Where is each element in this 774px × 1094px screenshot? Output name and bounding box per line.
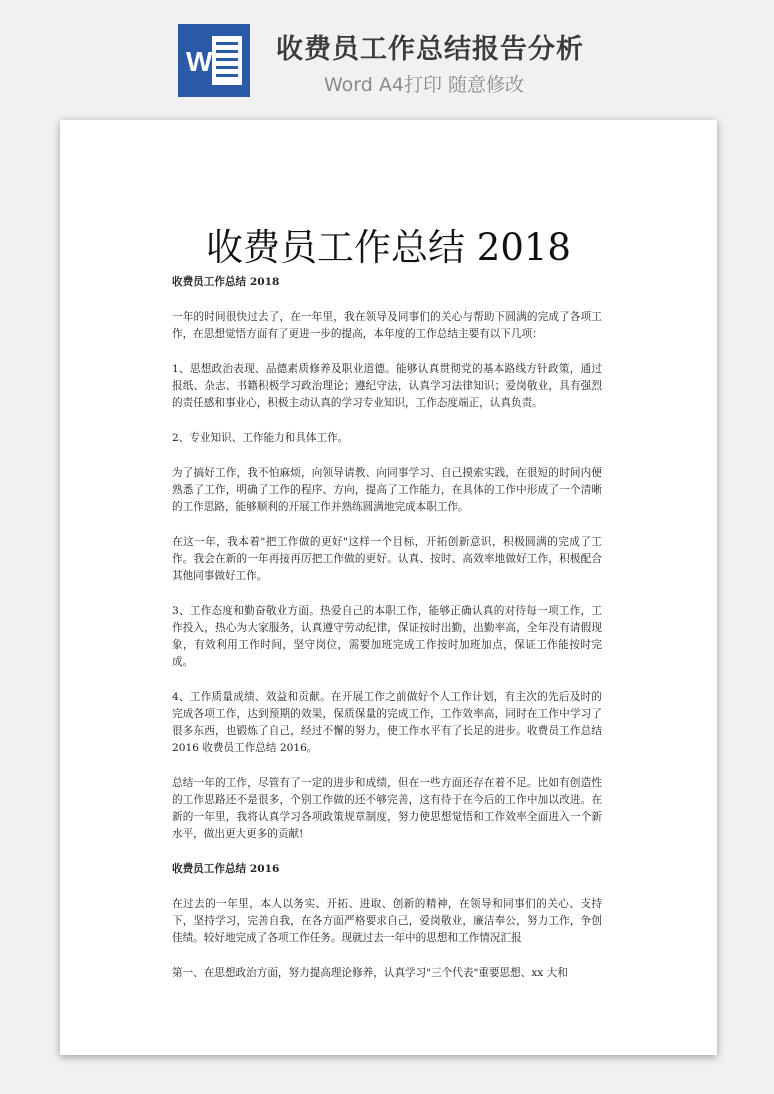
paragraph: 4、工作质量成绩、效益和贡献。在开展工作之前做好个人工作计划，有主次的先后及时的完成各项工作，达到预期的效果，保质保量的完成工作，工作效率高，同时在工作中学习了很多东西，也锻炼了自己，经过不懈的努力，使工作水平有了长足的进步。收费员工作总结 2016 收费员工作总结 2016。: [172, 691, 602, 754]
document-title: 收费员工作总结 2018: [206, 226, 571, 269]
paragraph: 一年的时间很快过去了，在一年里，我在领导及同事们的关心与帮助下圆满的完成了各项工作，在思想觉悟方面有了更进一步的提高，本年度的工作总结主要有以下几项：: [172, 311, 602, 340]
section-heading: 收费员工作总结 2018: [172, 276, 280, 288]
paragraph: 在这一年，我本着"把工作做的更好"这样一个目标，开拓创新意识，积极圆满的完成了工作。我会在新的一年再接再厉把工作做的更好。认真、按时、高效率地做好工作，积极配合其他同事做好工作。: [172, 536, 602, 582]
paragraph: 2、专业知识、工作能力和具体工作。: [172, 432, 349, 444]
section-heading: 收费员工作总结 2016: [172, 863, 280, 875]
document-body: [172, 274, 602, 982]
paragraph: 为了搞好工作，我不怕麻烦，向领导请教、向同事学习、自己摸索实践，在很短的时间内便熟悉了工作，明确了工作的程序、方向，提高了工作能力，在具体的工作中形成了一个清晰的工作思路，能够顺利的开展工作并熟练圆满地完成本职工作。: [172, 467, 602, 513]
svg-text:W: W: [186, 46, 213, 77]
paragraph: 总结一年的工作，尽管有了一定的进步和成绩，但在一些方面还存在着不足。比如有创造性的工作思路还不是很多，个别工作做的还不够完善，这有待于在今后的工作中加以改进。在新的一年里，我将认真学习各项政策规章制度，努力使思想觉悟和工作效率全面进入一个新水平，做出更大更多的贡献!: [172, 777, 602, 840]
banner-subtitle: Word A4打印 随意修改: [324, 74, 525, 96]
header-banner: [0, 0, 774, 110]
paragraph: 在过去的一年里，本人以务实、开拓、进取、创新的精神，在领导和同事们的关心、支持下，坚持学习，完善自我，在各方面严格要求自己，爱岗敬业，廉洁奉公，努力工作，争创佳绩。较好地完成了各项工作任务。现就过去一年中的思想和工作情况汇报: [172, 898, 602, 944]
word-icon: [178, 24, 250, 97]
paragraph: 第一、在思想政治方面，努力提高理论修养，认真学习"三个代表"重要思想、xx 大和: [172, 967, 568, 979]
paragraph: 1、思想政治表现、品德素质修养及职业道德。能够认真贯彻党的基本路线方针政策，通过报纸、杂志、书籍积极学习政治理论；遵纪守法，认真学习法律知识；爱岗敬业，具有强烈的责任感和事业心，积极主动认真的学习专业知识，工作态度端正，认真负责。: [172, 363, 602, 409]
paragraph: 3、工作态度和勤奋敬业方面。热爱自己的本职工作，能够正确认真的对待每一项工作，工作投入，热心为大家服务，认真遵守劳动纪律，保证按时出勤，出勤率高，全年没有请假现象，有效利用工作时间，坚守岗位，需要加班完成工作按时加班加点，保证工作能按时完成。: [172, 605, 602, 668]
banner-title: 收费员工作总结报告分析: [276, 34, 584, 65]
document-page: [60, 120, 717, 1055]
